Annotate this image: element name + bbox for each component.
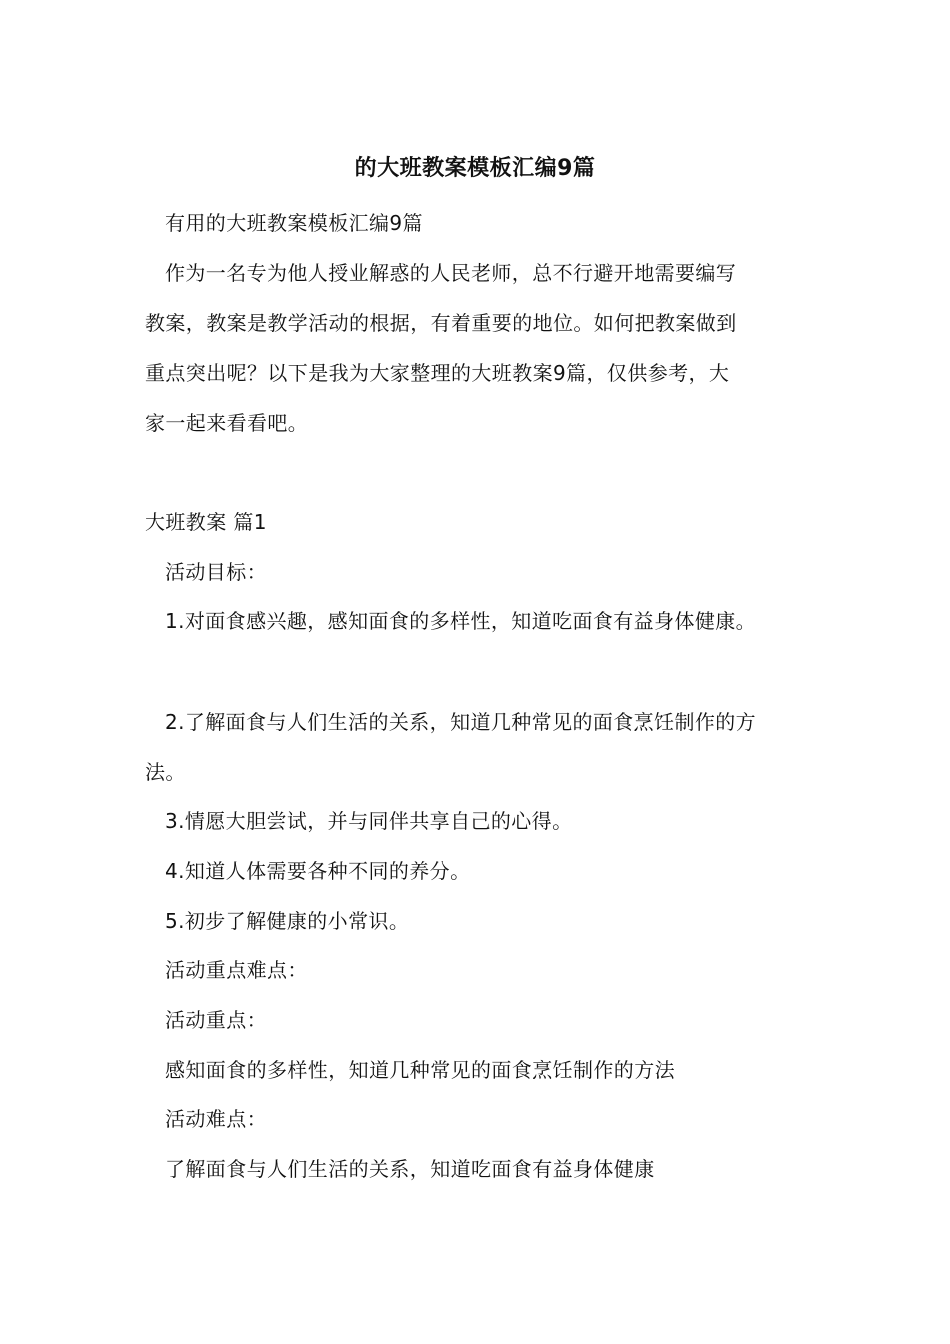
objectives-heading: 活动目标： bbox=[165, 560, 267, 584]
intro-line-4: 家一起来看看吧。 bbox=[145, 411, 309, 435]
intro-line-1: 作为一名专为他人授业解惑的人民老师，总不行避开地需要编写 bbox=[165, 261, 737, 285]
key-points-text: 感知面食的多样性，知道几种常见的面食烹饪制作的方法 bbox=[165, 1058, 675, 1082]
objective-2-line-1: 2.了解面食与人们生活的关系，知道几种常见的面食烹饪制作的方 bbox=[165, 710, 757, 734]
objective-4: 4.知道人体需要各种不同的养分。 bbox=[165, 859, 471, 883]
objective-5: 5.初步了解健康的小常识。 bbox=[165, 909, 410, 933]
key-difficult-heading: 活动重点难点： bbox=[165, 958, 308, 982]
document-title: 的大班教案模板汇编9篇 bbox=[354, 156, 596, 181]
objective-1: 1.对面食感兴趣，感知面食的多样性，知道吃面食有益身体健康。 bbox=[165, 609, 757, 633]
intro-line-3: 重点突出呢？以下是我为大家整理的大班教案9篇，仅供参考，大 bbox=[145, 361, 730, 385]
objective-3: 3.情愿大胆尝试，并与同伴共享自己的心得。 bbox=[165, 809, 573, 833]
objective-2-line-2: 法。 bbox=[145, 760, 186, 784]
key-points-heading: 活动重点： bbox=[165, 1008, 267, 1032]
section-heading: 大班教案 篇1 bbox=[145, 510, 267, 534]
difficult-points-heading: 活动难点： bbox=[165, 1107, 267, 1131]
subtitle-line: 有用的大班教案模板汇编9篇 bbox=[165, 211, 423, 235]
difficult-points-text: 了解面食与人们生活的关系，知道吃面食有益身体健康 bbox=[165, 1157, 655, 1181]
intro-line-2: 教案，教案是教学活动的根据，有着重要的地位。如何把教案做到 bbox=[145, 311, 737, 335]
